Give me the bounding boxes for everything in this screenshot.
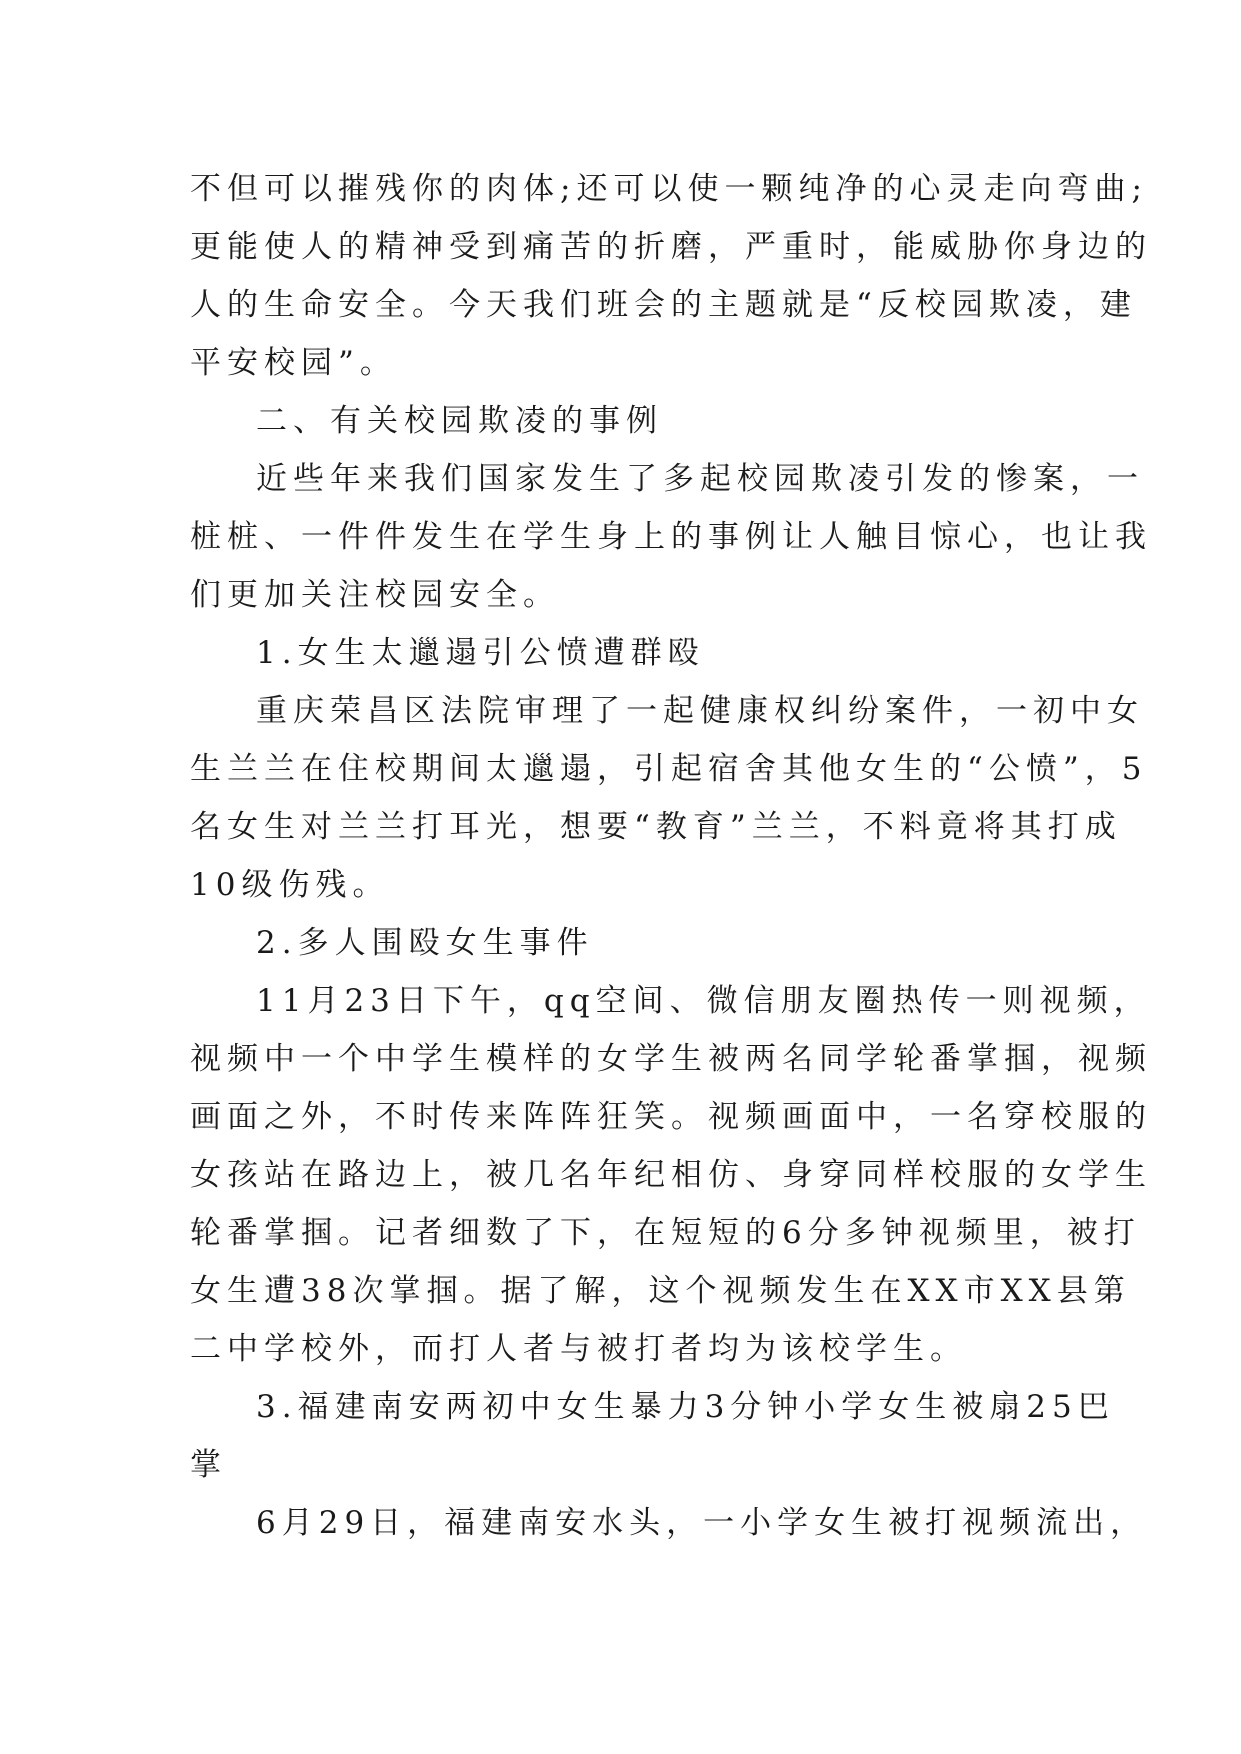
text-line: 2.多人围殴女生事件 [256,925,594,961]
text-line: 人的生命安全。今天我们班会的主题就是“反校园欺凌，建 [190,287,1137,323]
text-line: 女生遭38次掌掴。据了解，这个视频发生在XX市XX县第 [190,1273,1131,1309]
text-line: 视频中一个中学生模样的女学生被两名同学轮番掌掴，视频 [190,1041,1152,1077]
text-line: 11月23日下午，qq空间、微信朋友圈热传一则视频， [256,983,1151,1019]
text-line: 1.女生太邋遢引公愤遭群殴 [256,635,705,671]
text-line: 生兰兰在住校期间太邋遢，引起宿舍其他女生的“公愤”，5 [190,751,1148,787]
text-line: 女孩站在路边上，被几名年纪相仿、身穿同样校服的女学生 [190,1157,1152,1193]
text-line: 掌 [190,1447,227,1483]
text-line: 二中学校外，而打人者与被打者均为该校学生。 [190,1331,967,1367]
document-body [190,160,1152,1552]
text-line: 画面之外，不时传来阵阵狂笑。视频画面中，一名穿校服的 [190,1099,1152,1135]
text-line: 桩桩、一件件发生在学生身上的事例让人触目惊心，也让我 [190,519,1152,555]
text-line: 更能使人的精神受到痛苦的折磨，严重时，能威胁你身边的 [190,229,1152,265]
text-line: 轮番掌掴。记者细数了下，在短短的6分多钟视频里，被打 [190,1215,1141,1251]
text-line: 不但可以摧残你的肉体;还可以使一颗纯净的心灵走向弯曲; [190,171,1148,207]
text-line: 10级伤残。 [190,867,390,903]
text-line: 近些年来我们国家发生了多起校园欺凌引发的惨案，一 [256,461,1144,497]
text-line: 重庆荣昌区法院审理了一起健康权纠纷案件，一初中女 [256,693,1144,729]
text-line: 名女生对兰兰打耳光，想要“教育”兰兰，不料竟将其打成 [190,809,1122,845]
text-line: 6月29日，福建南安水头，一小学女生被打视频流出， [256,1505,1148,1541]
text-line: 二、有关校园欺凌的事例 [256,403,663,439]
text-line: 3.福建南安两初中女生暴力3分钟小学女生被扇25巴 [256,1389,1115,1425]
text-line: 们更加关注校园安全。 [190,577,560,613]
text-line: 平安校园”。 [190,345,397,381]
